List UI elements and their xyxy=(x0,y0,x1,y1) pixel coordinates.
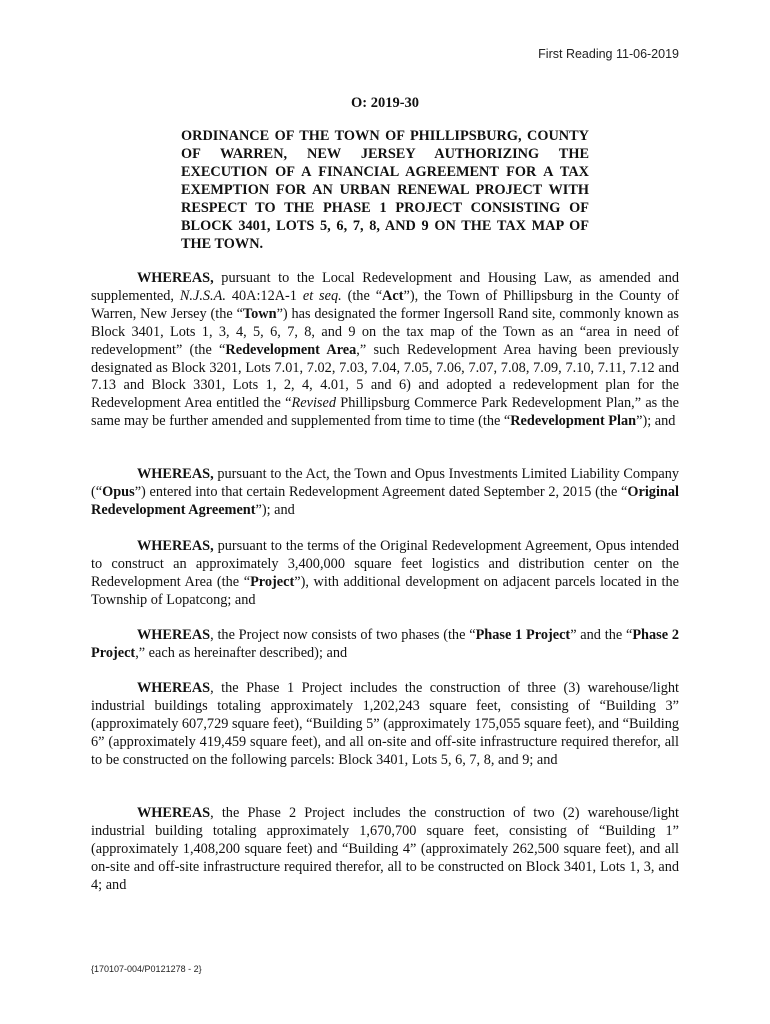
ordinance-number: O: 2019-30 xyxy=(350,95,420,111)
document-id-footer: {170107-004/P0121278 - 2} xyxy=(91,964,202,974)
whereas-paragraph-6: WHEREAS, the Phase 2 Project includes the construction of two (2) warehouse/light industrial building totaling approximately 1,670,700 square feet, consisting of “Building 1” (approximately 1,408,200 square feet) and “Building 4” (approximately 262,500 square feet), and all on-site and off-site infrastructure required therefor, all to be constructed on Block 3401, Lots 1, 3, and 4; and xyxy=(91,805,679,893)
statute-citation: N.J.S.A. xyxy=(179,287,226,304)
defined-term-phase-1: Phase 1 Project xyxy=(475,627,571,643)
ordinance-title: ORDINANCE OF THE TOWN OF PHILLIPSBURG, COUNTY OF WARREN, NEW JERSEY AUTHORIZING THE EXECUTION OF A FINANCIAL AGREEMENT FOR A TAX EXEMPTION FOR AN URBAN RENEWAL PROJECT WITH RESPECT TO THE PHASE 1 PROJECT CONSISTING OF BLOCK 3401, LOTS 5, 6, 7, 8, AND 9 ON THE TAX MAP OF THE TOWN. xyxy=(181,128,589,252)
defined-term-project: Project xyxy=(250,573,295,590)
whereas-paragraph-4: WHEREAS, the Project now consists of two phases (the “Phase 1 Project” and the “Phase 2 Project,” each as hereinafter described); and xyxy=(91,627,679,661)
defined-term-redevelopment-plan: Redevelopment Plan xyxy=(510,413,637,430)
whereas-lead: WHEREAS, xyxy=(137,538,214,554)
defined-term-redevelopment-area: Redevelopment Area xyxy=(225,341,357,358)
defined-term-phase-2: Phase 2 Project xyxy=(91,627,679,661)
whereas-lead: WHEREAS xyxy=(137,680,211,696)
defined-term-act: Act xyxy=(382,287,404,304)
whereas-lead: WHEREAS, xyxy=(137,466,214,482)
whereas-paragraph-5: WHEREAS, the Phase 1 Project includes the construction of three (3) warehouse/light industrial buildings totaling approximately 1,202,243 square feet, consisting of “Building 3” (approximately 607,729 square feet), “Building 5” (approximately 175,055 square feet), and “Building 6” (approximately 419,459 square feet), and all on-site and off-site infrastructure required therefor, all to be constructed on the following parcels: Block 3401, Lots 5, 6, 7, 8, and 9; and xyxy=(91,680,679,768)
defined-term-town: Town xyxy=(242,305,277,322)
whereas-paragraph-2: WHEREAS, pursuant to the Act, the Town and Opus Investments Limited Liability Company (“Opus”) entered into that certain Redevelopment Agreement dated September 2, 2015 (the “Original Redevelopment Agreement”); and xyxy=(91,466,679,518)
whereas-lead: WHEREAS, xyxy=(137,270,214,286)
defined-term-opus: Opus xyxy=(102,483,135,500)
whereas-lead: WHEREAS xyxy=(137,805,211,821)
whereas-lead: WHEREAS xyxy=(137,627,211,643)
defined-term-original-agreement: Original Redevelopment Agreement xyxy=(91,483,679,518)
whereas-paragraph-3: WHEREAS, pursuant to the terms of the Original Redevelopment Agreement, Opus intended to construct an approximately 3,400,000 square feet logistics and distribution center on the Redevelopment Area (the “Project”), with additional development on adjacent parcels located in the Township of Lopatcong; and xyxy=(91,538,679,608)
whereas-paragraph-1: WHEREAS, pursuant to the Local Redevelopment and Housing Law, as amended and supplemented, N.J.S.A. 40A:12A-1 et seq. (the “Act”), the Town of Phillipsburg in the County of Warren, New Jersey (the “Town”) has designated the former Ingersoll Rand site, commonly known as Block 3401, Lots 1, 3, 4, 5, 6, 7, 8, and 9 on the tax map of the Town as an “area in need of redevelopment” (the “Redevelopment Area,” such Redevelopment Area having been previously designated as Block 3201, Lots 7.01, 7.02, 7.03, 7.04, 7.05, 7.06, 7.07, 7.08, 7.09, 7.10, 7.11, 7.12 and 7.13 and Block 3301, Lots 1, 2, 4, 4.01, 5 and 6) and adopted a redevelopment plan for the Redevelopment Area entitled the “Revised Phillipsburg Commerce Park Redevelopment Plan,” as the same may be further amended and supplemented from time to time (the “Redevelopment Plan”); and xyxy=(91,270,679,430)
first-reading-date: First Reading 11-06-2019 xyxy=(538,47,679,61)
